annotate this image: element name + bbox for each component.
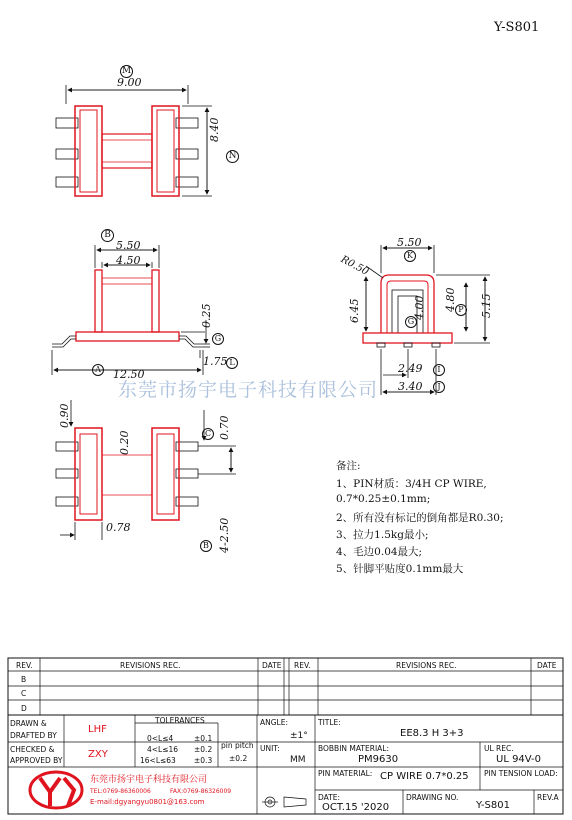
side-view-pin-dim1-marker: I: [433, 364, 445, 376]
top-view: [56, 85, 212, 196]
revisions-header: REVISIONS REC.: [120, 661, 181, 670]
side-view: [363, 245, 490, 395]
notes-line: 0.7*0.25±0.1mm;: [336, 493, 431, 505]
rev-header: REV.: [16, 661, 33, 670]
notes-line: 4、毛边0.04最大;: [336, 546, 423, 558]
rev-row: D: [21, 704, 27, 713]
bottom-view-pin-length-marker: C: [202, 428, 214, 440]
notes-line: 5、针脚平贴度0.1mm最大: [336, 563, 464, 575]
tol-range: 0<L≤4: [147, 734, 174, 743]
front-view-base: [76, 332, 179, 341]
top-view-core: [102, 134, 152, 168]
bottom-view: [56, 400, 236, 540]
revisions-header: REVISIONS REC.: [396, 661, 457, 670]
side-view-pin-dim1: 2.49: [398, 362, 423, 375]
title-label: TITLE:: [318, 718, 341, 727]
tol-value: ±0.2: [194, 745, 213, 754]
front-view-thickness: 0.25: [200, 303, 213, 328]
front-view-span: 12.50: [113, 368, 145, 381]
side-view-base: [363, 333, 452, 343]
title-value: EE8.3 H 3+3: [400, 728, 464, 739]
rev-row: B: [21, 675, 27, 684]
bottom-view-left-flange: [75, 428, 102, 520]
top-view-height-label: 8.40: [208, 117, 221, 142]
front-view-right-post: [152, 270, 159, 332]
angle-value: ±1°: [290, 731, 308, 741]
front-view-pin-offset-marker: L: [226, 357, 238, 369]
unit-label: UNIT:: [260, 744, 280, 753]
pin-pitch-tol: ±0.2: [229, 754, 248, 763]
tol-value: ±0.3: [194, 756, 213, 765]
pin-material-label: PIN MATERIAL:: [318, 769, 373, 778]
front-view-pin-offset: 1.75: [203, 355, 228, 368]
tol-range: 4<L≤16: [147, 745, 179, 754]
top-view-right-flange: [152, 106, 179, 196]
tolerances-label: TOLERANCES: [155, 716, 205, 725]
date-value: OCT.15 '2020: [322, 802, 390, 813]
company-name: 东莞市扬宇电子科技有限公司: [90, 775, 208, 785]
bottom-view-pin-length: 0.70: [218, 415, 231, 440]
checked-label: CHECKED &: [10, 745, 55, 754]
rev-label: REV.A: [537, 793, 559, 802]
front-view-left-post: [95, 270, 102, 332]
ulrec-value: UL 94V-0: [496, 754, 542, 765]
approved-label: APPROVED BY: [10, 756, 63, 765]
ulrec-label: UL REC.: [484, 744, 514, 753]
bottom-view-base-width: 0.78: [106, 521, 131, 534]
side-view-total-height: 5.15: [480, 293, 493, 318]
notes-line: 2、所有没有标记的倒角都是R0.30;: [336, 512, 504, 524]
company-fax: FAX:0769-86326009: [170, 788, 232, 795]
bottom-view-right-flange: [152, 428, 179, 520]
top-view-left-flange: [75, 106, 102, 196]
front-view-outer-width: 5.50: [116, 239, 141, 252]
tol-range: 16<L≤63: [140, 756, 176, 765]
bottom-view-pin-width: 0.90: [58, 403, 71, 428]
pin-pitch-label: pin pitch: [221, 741, 254, 750]
side-view-overall-height: 6.45: [348, 298, 361, 323]
company-email: E-mail:dgyangyu0801@163.com: [90, 798, 205, 806]
drafted-by: LHF: [88, 724, 107, 735]
bottom-view-gap: 0.20: [118, 430, 131, 455]
bottom-view-pitch-marker: B: [200, 540, 212, 552]
front-view-pin-left: [52, 336, 76, 344]
top-view-width-label: 9.00: [117, 76, 142, 89]
front-view-thickness-marker: G: [212, 333, 224, 345]
date-label: DATE:: [318, 793, 341, 802]
watermark: 东莞市扬宇电子科技有限公司: [118, 379, 379, 401]
rev-header: REV.: [294, 661, 311, 670]
date-header: DATE: [262, 661, 282, 670]
approved-by: ZXY: [88, 749, 108, 760]
drafted-label: DRAFTED BY: [10, 731, 57, 740]
side-view-width-marker: K: [404, 250, 416, 262]
company-tel: TEL:0769-86360006: [90, 788, 151, 795]
front-view-pin-right: [179, 336, 203, 344]
date-header: DATE: [537, 661, 557, 670]
notes-title: 备注:: [336, 460, 361, 472]
bobbin-value: PM9630: [358, 754, 399, 765]
side-view-inner-marker: G: [405, 316, 417, 328]
company-logo: [30, 772, 82, 808]
side-view-core-height: 4.80: [444, 287, 457, 312]
side-view-pin-dim2-marker: J: [433, 381, 445, 393]
front-view-inner-width: 4.50: [116, 254, 141, 267]
bobbin-label: BOBBIN MATERIAL:: [318, 744, 390, 753]
drawing-no-value: Y-S801: [476, 800, 510, 811]
notes-line: 3、拉力1.5kg最小;: [336, 529, 429, 541]
angle-label: ANGLE:: [260, 718, 288, 727]
pin-material-value: CP WIRE 0.7*0.25: [380, 771, 469, 782]
side-view-core-marker: P: [455, 304, 467, 316]
tol-value: ±0.1: [194, 734, 213, 743]
rev-row: C: [21, 689, 27, 698]
side-view-inner-height: 4.00: [413, 295, 426, 320]
top-view-height-marker: N: [226, 150, 239, 163]
drawing-number-top: Y-S801: [494, 20, 540, 35]
front-view-span-marker: A: [92, 364, 104, 376]
front-view-outer-marker: B: [101, 229, 114, 242]
top-view-width-marker: M: [121, 66, 132, 76]
drawn-label: DRAWN &: [10, 719, 47, 728]
drawing-no-label: DRAWING NO.: [406, 793, 459, 802]
bottom-view-pitch-range: 4-2.50: [218, 517, 231, 553]
unit-value: MM: [290, 755, 306, 765]
pin-tension-label: PIN TENSION LOAD:: [484, 769, 558, 778]
side-view-radius: R0.50: [338, 254, 371, 278]
side-view-pin-dim2: 3.40: [398, 380, 423, 393]
side-view-width: 5.50: [397, 236, 422, 249]
notes-line: 1、PIN材质：3/4H CP WIRE,: [336, 478, 487, 490]
